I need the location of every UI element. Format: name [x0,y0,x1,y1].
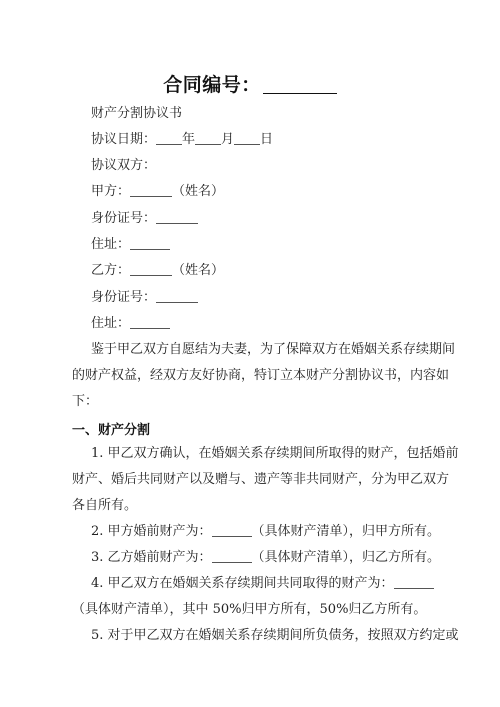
month-label: 月 [221,132,235,147]
party-a-id-line [91,210,198,227]
section-heading-property-division: 一、财产分割 [72,423,151,438]
party-a-line [91,183,224,200]
intro-line-1: 鉴于甲乙双方自愿结为夫妻，为了保障双方在婚姻关系存续期间 [91,342,456,357]
item-3-line [91,549,440,566]
party-a-id-blank [156,210,198,224]
party-b-address-label: 住址： [91,316,131,331]
item-2-prefix: 2. 甲方婚前财产为： [91,524,212,539]
item-3-blank [212,549,252,563]
date-label: 协议日期： [91,132,157,147]
item-2-blank [212,523,252,537]
item-1-line-2: 财产、婚后共同财产以及赠与、遗产等非共同财产，分为甲乙双方 [72,472,450,487]
year-blank [156,131,182,145]
party-b-name-blank [130,262,172,276]
party-b-id-label: 身份证号： [91,290,157,305]
item-2-suffix: （具体财产清单），归甲方所有。 [251,524,441,539]
item-4-line-2: （具体财产清单），其中 50%归甲方所有，50%归乙方所有。 [72,602,427,617]
item-4-text: 4. 甲乙双方在婚姻关系存续期间共同取得的财产为： [91,576,394,591]
document-name: 财产分割协议书 [91,106,183,121]
party-b-name-hint: （姓名） [172,263,225,278]
intro-line-3: 下： [72,394,99,409]
day-label: 日 [260,132,274,147]
party-b-line [91,262,224,279]
item-5-line-1: 5. 对于甲乙双方在婚姻关系存续期间所负债务，按照双方约定或 [91,628,459,643]
intro-line-2: 的财产权益，经双方友好协商，特订立本财产分割协议书，内容如 [72,368,450,383]
contract-number-title [0,70,500,97]
party-a-name-blank [130,183,172,197]
party-b-address-line [91,315,170,332]
year-label: 年 [182,132,196,147]
item-4-blank [394,575,434,589]
party-b-id-blank [156,289,198,303]
item-4-line-1 [91,575,434,592]
party-b-address-blank [130,315,170,329]
party-a-address-line [91,236,170,253]
party-a-label: 甲方： [91,184,131,199]
item-2-line [91,523,440,540]
agreement-date-line [91,131,273,148]
party-a-address-blank [130,236,170,250]
party-b-label: 乙方： [91,263,131,278]
party-b-id-line [91,289,198,306]
item-1-line-1: 1. 甲乙双方确认，在婚姻关系存续期间所取得的财产，包括婚前 [91,446,459,461]
item-3-prefix: 3. 乙方婚前财产为： [91,550,212,565]
day-blank [234,131,260,145]
contract-number-blank [263,75,337,94]
party-a-name-hint: （姓名） [172,184,225,199]
item-3-suffix: （具体财产清单），归乙方所有。 [251,550,441,565]
item-1-line-3: 各自所有。 [72,498,138,513]
title-text: 合同编号： [163,74,261,96]
month-blank [195,131,221,145]
party-a-address-label: 住址： [91,237,131,252]
parties-label: 协议双方： [91,158,157,173]
party-a-id-label: 身份证号： [91,211,157,226]
